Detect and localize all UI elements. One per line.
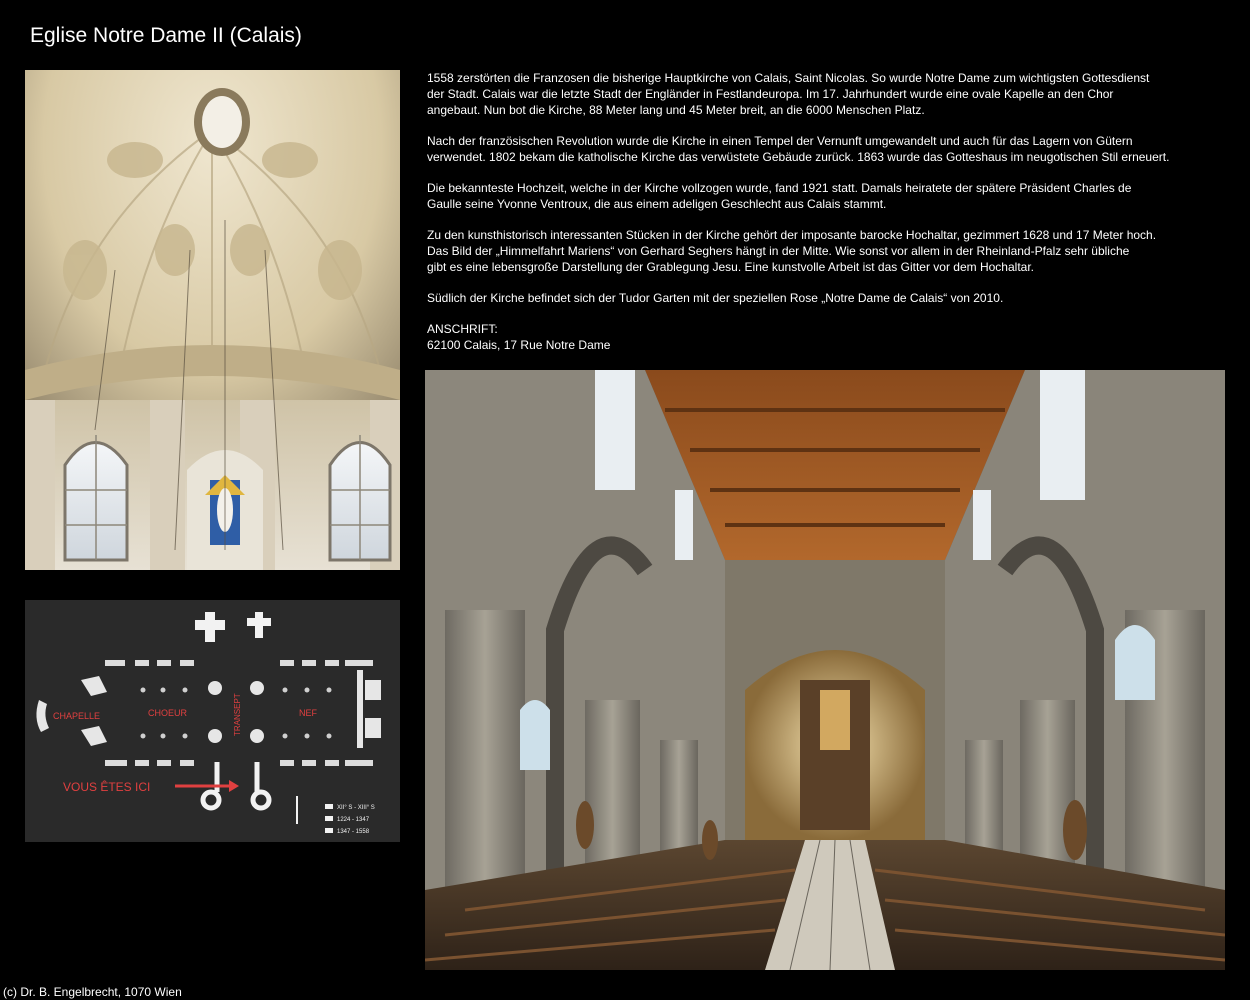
paragraph-garden: Südlich der Kirche befindet sich der Tudor Garten mit der speziellen Rose „Notre Dame de Calais“ von 2010. [427, 291, 1004, 305]
plan-legend-1: XII° S - XIII° S [337, 805, 375, 811]
plan-label-choeur: CHOEUR [148, 708, 188, 718]
description-text [427, 70, 1197, 368]
address-block [427, 321, 1197, 353]
plan-label-chapelle: CHAPELLE [53, 711, 101, 721]
plan-legend-2: 1224 - 1347 [337, 817, 370, 823]
paragraph-altar: Zu den kunsthistorisch interessanten Stücken in der Kirche gehört der imposante barocke Hochaltar, gezimmert 1628 und 17 Meter hoch. Das Bild der „Himmelfahrt Mariens“ von Gerhard Seghers hängt in der Mitte. Wie sonst vor allem in der Rheinland-Pfalz sehr übliche gibt es eine lebensgroße Darstellung der Grablegung Jesu. Eine kunstvolle Arbeit ist das Gitter vor dem Hochaltar. [427, 228, 1157, 274]
floor-plan-photo [25, 600, 400, 842]
plan-legend-3: 1347 - 1558 [337, 829, 370, 835]
copyright-footer: (c) Dr. B. Engelbrecht, 1070 Wien [3, 985, 182, 999]
plan-label-vous-etes-ici: VOUS ÊTES ICI [63, 780, 151, 794]
address-label: ANSCHRIFT: [427, 322, 498, 336]
dome-interior-photo [25, 70, 400, 570]
paragraph-wedding: Die bekannteste Hochzeit, welche in der Kirche vollzogen wurde, fand 1921 statt. Damals heiratete der spätere Präsident Charles de Gaulle seine Yvonne Ventroux, die aus einem adeligen Geschlecht aus Calais stammt. [427, 181, 1132, 211]
plan-label-nef: NEF [299, 708, 317, 718]
nave-interior-photo [425, 370, 1225, 970]
address-value: 62100 Calais, 17 Rue Notre Dame [427, 338, 611, 352]
plan-label-transept: TRANSEPT [233, 693, 242, 736]
paragraph-history: 1558 zerstörten die Franzosen die bisherige Hauptkirche von Calais, Saint Nicolas. So wurde Notre Dame zum wichtigsten Gottesdienst der Stadt. Calais war die letzte Stadt der Engländer in Festlandeuropa. Im 17. Jahrhundert wurde eine ovale Kapelle an den Chor angebaut. Nun bot die Kirche, 88 Meter lang und 45 Meter breit, an die 6000 Menschen Platz. [427, 71, 1150, 117]
page-title: Eglise Notre Dame II (Calais) [30, 24, 302, 47]
paragraph-revolution: Nach der französischen Revolution wurde die Kirche in einen Tempel der Vernunft umgewandelt und auch für das Lagern von Gütern verwendet. 1802 bekam die katholische Kirche das verwüstete Gebäude zurück. 1863 wurde das Gotteshaus im neugotischen Stil erneuert. [427, 134, 1170, 164]
